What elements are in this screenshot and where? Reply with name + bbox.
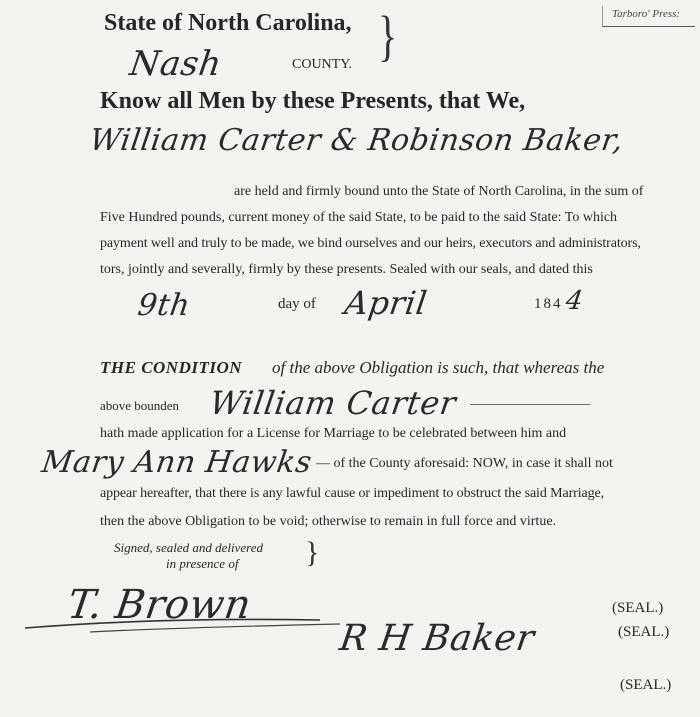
seal-2: (SEAL.)	[618, 624, 670, 640]
press-box	[602, 6, 695, 27]
body-line-2: Five Hundred pounds, current money of the said State, to be paid to the said State: To which	[100, 210, 618, 225]
body-line-3: payment well and truly to be made, we bind ourselves and our heirs, executors and administrators,	[100, 236, 641, 251]
bride-name-handwritten: Mary Ann Hawks	[39, 445, 315, 480]
signed-brace: }	[305, 536, 320, 569]
press-label: Tarboro' Press:	[612, 8, 681, 20]
signed-label-1: Signed, sealed and delivered	[114, 540, 263, 555]
date-day-handwritten: 9th	[135, 288, 193, 323]
condition-heading-rest: of the above Obligation is such, that whereas the	[272, 358, 605, 377]
void-line: then the above Obligation to be void; otherwise to remain in full force and virtue.	[100, 514, 557, 529]
date-month-handwritten: April	[342, 284, 430, 322]
seal-1: (SEAL.)	[612, 600, 664, 616]
bounden-name-handwritten: William Carter	[207, 384, 459, 422]
application-line: hath made application for a License for Marriage to be celebrated between him and	[100, 426, 567, 441]
year-handwritten: 4	[563, 286, 586, 316]
obligors-handwritten: William Carter & Robinson Baker,	[87, 123, 626, 158]
county-handwritten: Nash	[127, 44, 225, 84]
signed-label-2: in presence of	[166, 556, 239, 571]
appear-line: appear hereafter, that there is any lawful cause or impediment to obstruct the said Marriage,	[100, 486, 605, 501]
witness-signature: T. Brown	[64, 582, 255, 628]
body-line-1: are held and firmly bound unto the State of North Carolina, in the sum of	[234, 184, 644, 199]
signer-signature: R H Baker	[337, 618, 538, 659]
header-brace: }	[378, 4, 398, 67]
bounden-label: above bounden	[100, 398, 180, 413]
year-printed: 184	[534, 296, 563, 312]
county-label: COUNTY.	[292, 57, 353, 72]
condition-heading: THE CONDITION	[100, 358, 243, 377]
witness-flourish	[20, 598, 350, 638]
bounden-rule	[470, 404, 590, 405]
body-line-4: tors, jointly and severally, firmly by these presents. Sealed with our seals, and dated this	[100, 262, 593, 277]
know-all-heading: Know all Men by these Presents, that We,	[100, 88, 526, 114]
seal-3: (SEAL.)	[620, 677, 672, 693]
day-of-label: day of	[278, 296, 316, 312]
county-text-line: — of the County aforesaid: NOW, in case it shall not	[316, 456, 613, 471]
state-heading: State of North Carolina,	[104, 10, 352, 36]
